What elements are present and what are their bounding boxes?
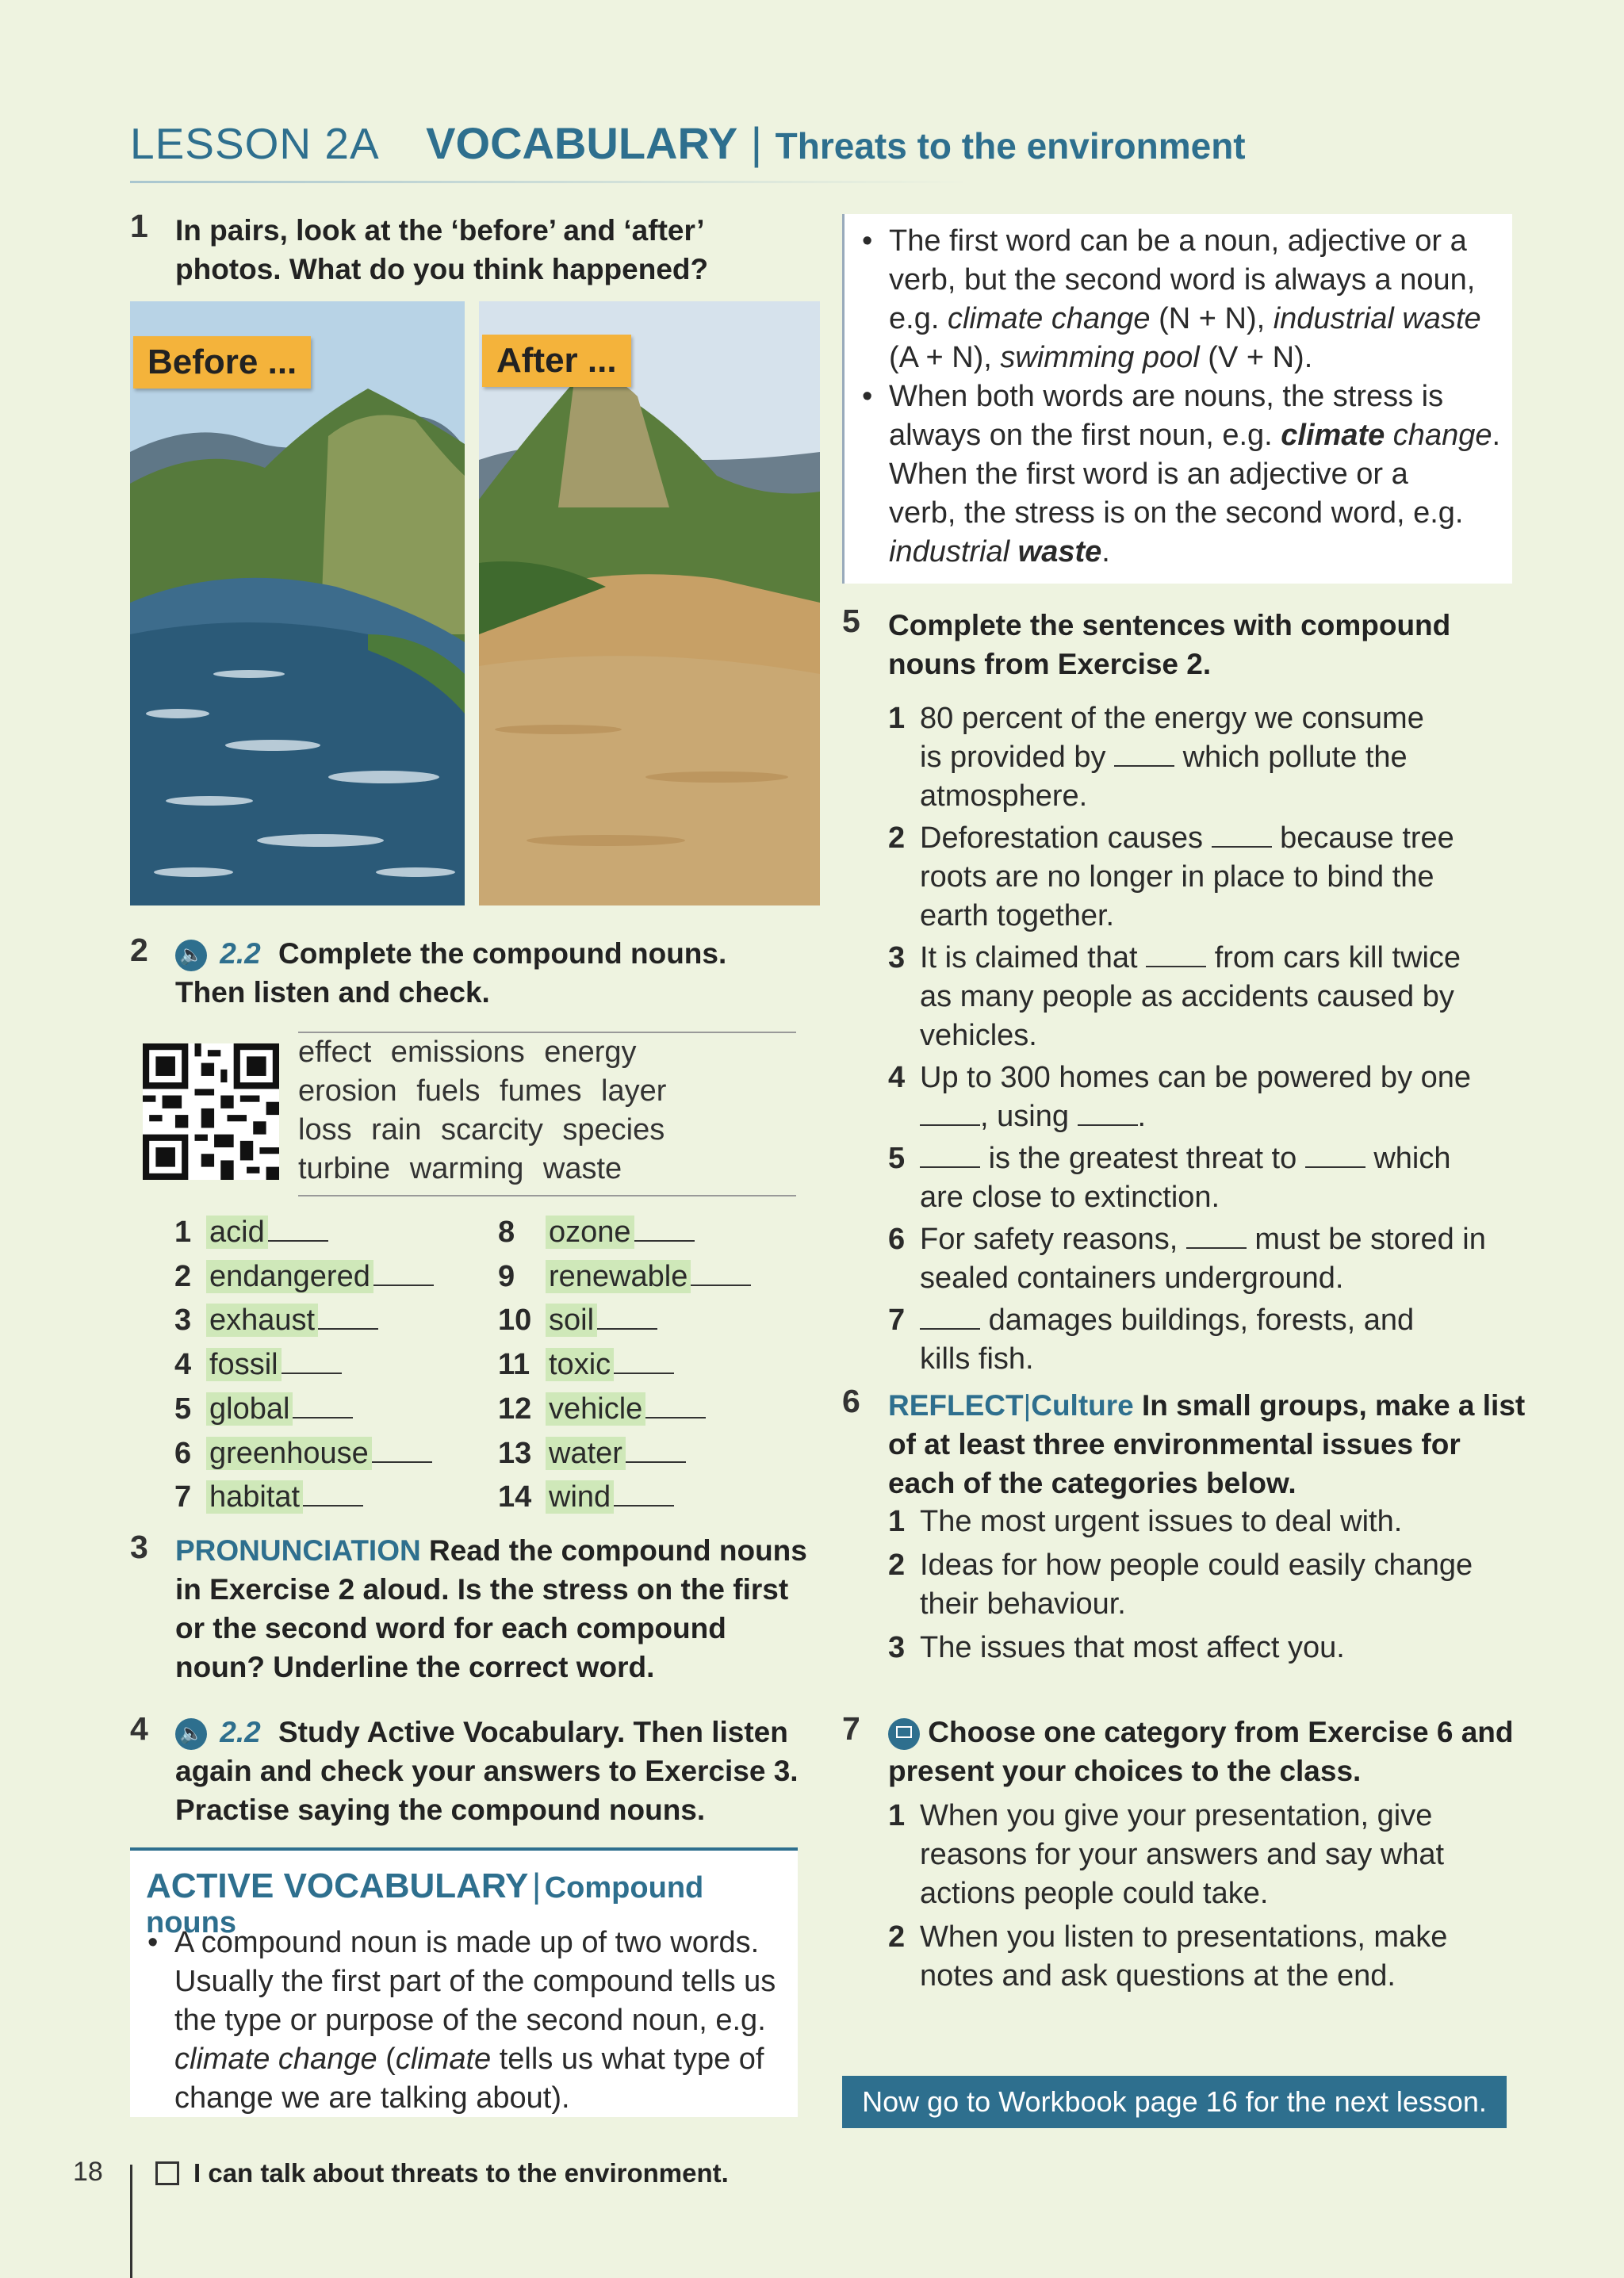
reflect-tag: REFLECT — [888, 1389, 1024, 1422]
compound-list-right — [498, 1211, 751, 1520]
active-vocabulary-continued-box — [842, 214, 1512, 584]
compound-list-left — [174, 1211, 434, 1520]
list-item: 9 renewable — [498, 1255, 751, 1300]
exercise-2-line: Then listen and check. — [175, 976, 490, 1009]
list-item: 13 water — [498, 1432, 751, 1476]
answer-blank[interactable] — [1114, 740, 1174, 767]
after-river-image — [479, 301, 820, 905]
answer-blank[interactable] — [920, 1099, 980, 1126]
sentence-2: 2 Deforestation causes because tree — [888, 821, 1454, 855]
answer-blank[interactable] — [303, 1480, 363, 1507]
active-vocabulary-text: • A compound noun is made up of two words. Usually the first part of the compound tells us the type or purpose of the second noun, e.g. climate change (climate tells us what type of change we are talking about). — [146, 1924, 809, 2118]
answer-blank[interactable] — [920, 1141, 980, 1168]
list-item: 14 wind — [498, 1476, 751, 1520]
list-item: 1 When you give your presentation, give — [888, 1799, 1433, 1832]
exercise-1-line: In pairs, look at the ‘before’ and ‘after’ — [175, 214, 705, 247]
list-item: 2 When you listen to presentations, make — [888, 1920, 1448, 1954]
exercise-2-number: 2 — [130, 932, 148, 968]
answer-blank[interactable] — [1146, 940, 1206, 967]
can-do-statement: I can talk about threats to the environment. — [193, 2158, 729, 2188]
list-item: 10 soil — [498, 1299, 751, 1343]
audio-icon[interactable]: 🔈 — [175, 1718, 207, 1750]
pronunciation-tag: PRONUNCIATION — [175, 1534, 421, 1567]
bullet-2: • When both words are nouns, the stress is always on the first noun, e.g. climate change. When the first word is an adjective or a verb, the stress is on the second word, e.g. industrial waste. — [860, 377, 1523, 572]
answer-blank[interactable] — [1212, 821, 1272, 848]
page-number: 18 — [73, 2157, 103, 2187]
answer-blank[interactable] — [1078, 1099, 1138, 1126]
answer-blank[interactable] — [691, 1259, 751, 1286]
exercise-5-sentences: 1 80 percent of the energy we consume is provided by which pollute the atmosphere. 2 Deforestation causes because tree roots are no longer in place to bind the earth together. 3 It is claimed that from cars kill twice as many people as accidents caused by vehicles. 4 Up to 300 homes can be powered by one , using . 5 is the greatest threat to which are close to extinction. 6 For safety reasons, must be stored in sealed containers underground. 7 damages buildings, forests, and kills fish. — [888, 699, 1507, 1379]
list-item: 7 habitat — [174, 1476, 434, 1520]
title-separator: | — [750, 118, 763, 168]
topic-title: Threats to the environment — [775, 125, 1246, 167]
answer-blank[interactable] — [318, 1303, 378, 1330]
sentence-6: 6 For safety reasons, must be stored in — [888, 1223, 1486, 1256]
exercise-7-list: 1 When you give your presentation, give reasons for your answers and say what actions people could take. 2 When you listen to presentations, make notes and ask questions at the end. — [888, 1797, 1507, 1996]
list-item: 12 vehicle — [498, 1388, 751, 1432]
sentence-3: 3 It is claimed that from cars kill twice — [888, 941, 1461, 974]
exercise-6-list: 1 The most urgent issues to deal with. 2 Ideas for how people could easily change their behaviour. 3 The issues that most affect you. — [888, 1503, 1507, 1667]
footer-divider — [130, 2165, 132, 2278]
after-label: After ... — [482, 335, 631, 387]
answer-blank[interactable] — [645, 1392, 706, 1418]
sentence-7: 7 damages buildings, forests, and — [888, 1304, 1415, 1337]
answer-blank[interactable] — [920, 1303, 980, 1330]
exercise-1-instruction — [175, 211, 708, 289]
can-do-checkbox[interactable] — [155, 2161, 179, 2185]
list-item: 3 The issues that most affect you. — [888, 1631, 1345, 1664]
list-item: 4 fossil — [174, 1343, 434, 1388]
exercise-6-instruction: REFLECT|Culture In small groups, make a list of at least three environmental issues for each of the categories below. — [888, 1389, 1526, 1499]
word-box-line: effect emissions energy — [298, 1036, 637, 1069]
word-box-line: loss rain scarcity species — [298, 1113, 665, 1147]
before-river-image — [130, 301, 465, 905]
workbook-link[interactable]: Now go to Workbook page 16 for the next lesson. — [842, 2076, 1507, 2128]
bullet-1: • The first word can be a noun, adjective or a verb, but the second word is always a noun, e.g. climate change (N + N), industrial waste (A + N), swimming pool (V + N). — [860, 222, 1523, 377]
answer-blank[interactable] — [372, 1436, 432, 1463]
exercise-2-instruction — [175, 934, 726, 1012]
sentence-1: 1 80 percent of the energy we consume — [888, 702, 1424, 735]
answer-blank[interactable] — [614, 1480, 674, 1507]
exercise-4-instruction: 🔈 2.2 Study Active Vocabulary. Then listen again and check your answers to Exercise 3. Practise saying the compound nouns. — [175, 1716, 799, 1826]
presentation-icon — [888, 1718, 920, 1750]
answer-blank[interactable] — [293, 1392, 353, 1418]
list-item: 8 ozone — [498, 1211, 751, 1255]
audio-track: 2.2 — [220, 1716, 261, 1748]
list-item: 3 exhaust — [174, 1299, 434, 1343]
answer-blank[interactable] — [634, 1215, 695, 1242]
list-item: 1 acid — [174, 1211, 434, 1255]
qr-code[interactable] — [143, 1043, 279, 1180]
exercise-7-number: 7 — [842, 1710, 860, 1747]
word-box — [298, 1032, 796, 1196]
section-title: VOCABULARY — [426, 118, 738, 168]
exercise-5-instruction: Complete the sentences with compound nouns from Exercise 2. — [888, 609, 1451, 680]
exercise-3-number: 3 — [130, 1529, 148, 1565]
answer-blank[interactable] — [282, 1347, 342, 1374]
answer-blank[interactable] — [373, 1259, 434, 1286]
active-vocabulary-heading: ACTIVE VOCABULARY | Compound nouns — [146, 1866, 704, 1939]
answer-blank[interactable] — [1186, 1222, 1247, 1249]
audio-track: 2.2 — [220, 937, 261, 970]
active-vocabulary-box — [130, 1847, 798, 2117]
exercise-3-instruction: PRONUNCIATION Read the compound nouns in Exercise 2 aloud. Is the stress on the first or the second word for each compound noun? Underline the correct word. — [175, 1534, 807, 1683]
list-item: 11 toxic — [498, 1343, 751, 1388]
answer-blank[interactable] — [268, 1215, 328, 1242]
list-item: 6 greenhouse — [174, 1432, 434, 1476]
header-divider — [130, 181, 971, 183]
word-box-line: erosion fuels fumes layer — [298, 1074, 667, 1108]
before-label: Before ... — [133, 336, 311, 389]
answer-blank[interactable] — [597, 1303, 657, 1330]
after-photo — [479, 301, 820, 905]
list-item: 2 endangered — [174, 1255, 434, 1300]
answer-blank[interactable] — [614, 1347, 674, 1374]
exercise-4-number: 4 — [130, 1710, 148, 1747]
audio-icon[interactable]: 🔈 — [175, 940, 207, 971]
exercise-6-number: 6 — [842, 1383, 860, 1419]
exercise-1-number: 1 — [130, 208, 148, 244]
exercise-7-instruction: Choose one category from Exercise 6 and present your choices to the class. — [888, 1716, 1514, 1787]
answer-blank[interactable] — [626, 1436, 686, 1463]
word-box-line: turbine warming waste — [298, 1152, 622, 1185]
qr-code-icon — [143, 1043, 279, 1180]
sentence-4: 4 Up to 300 homes can be powered by one — [888, 1061, 1472, 1094]
sentence-5: 5 is the greatest threat to which — [888, 1142, 1451, 1175]
exercise-2-line: Complete the compound nouns. — [278, 937, 727, 970]
before-photo — [130, 301, 465, 905]
list-item: 1 The most urgent issues to deal with. — [888, 1505, 1403, 1538]
answer-blank[interactable] — [1305, 1141, 1365, 1168]
list-item: 5 global — [174, 1388, 434, 1432]
list-item: 2 Ideas for how people could easily change — [888, 1549, 1473, 1582]
lesson-label: LESSON 2A — [130, 119, 380, 168]
exercise-5-number: 5 — [842, 603, 860, 639]
exercise-1-line: photos. What do you think happened? — [175, 253, 709, 285]
page-header — [130, 117, 1510, 173]
